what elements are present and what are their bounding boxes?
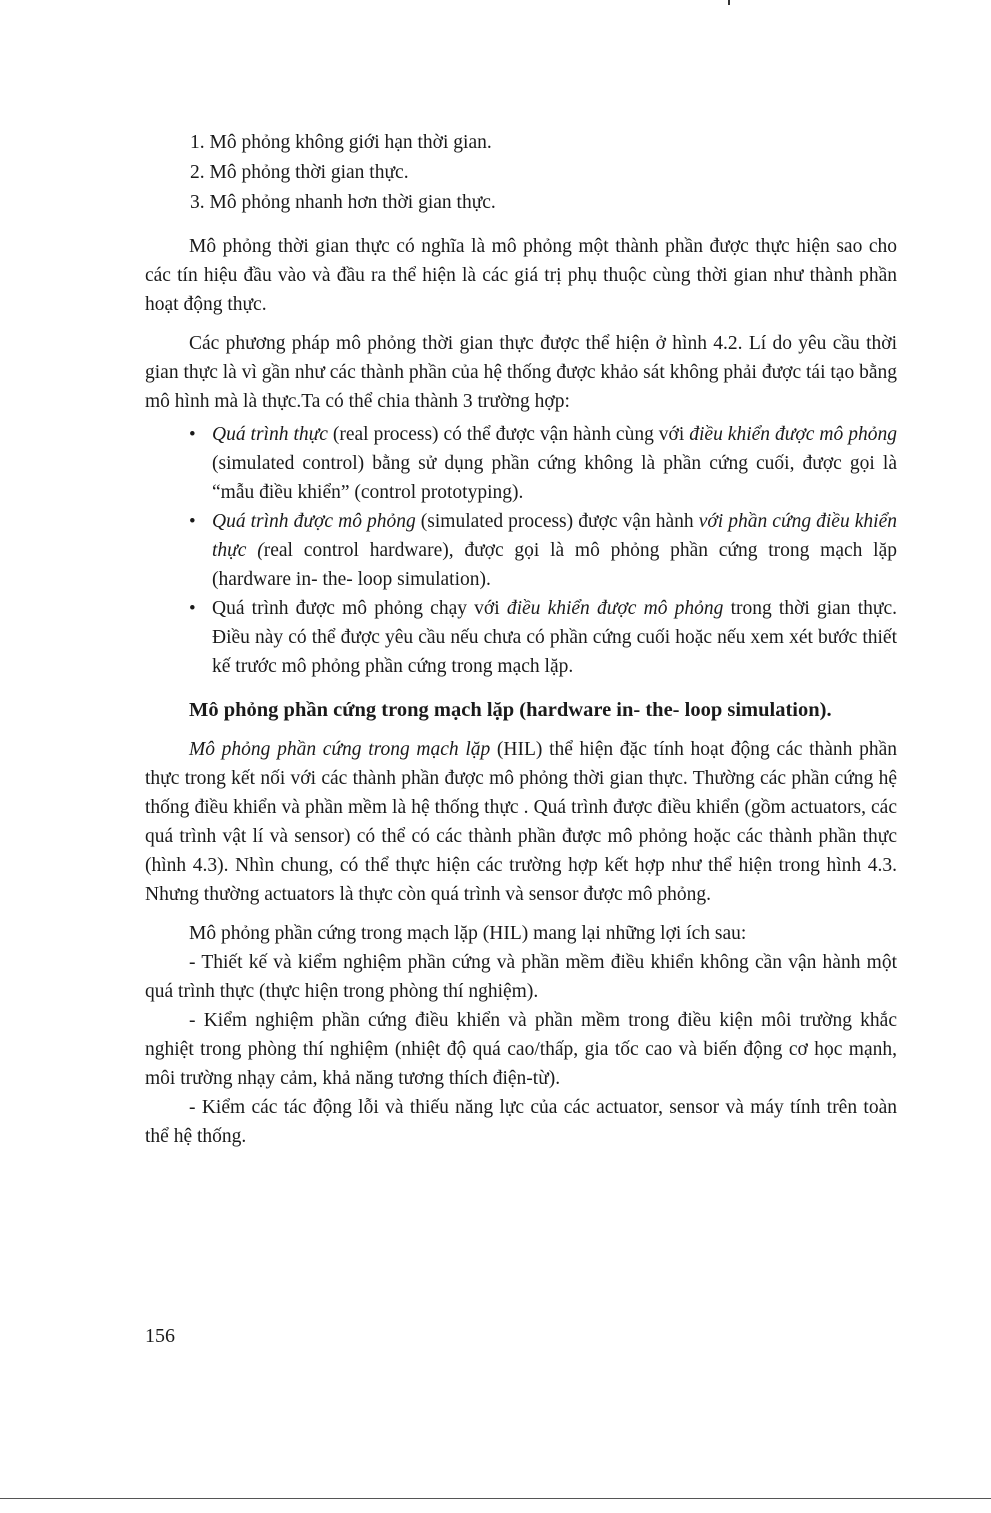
- case-1-term-b: điều khiển được mô phỏng: [689, 424, 897, 445]
- case-3-text-a: Quá trình được mô phỏng chạy với: [212, 598, 507, 619]
- benefit-item-1: - Thiết kế và kiểm nghiệm phần cứng và phần mềm điều khiển không cần vận hành một quá trình thực (thực hiện trong phòng thí nghiệm).: [145, 952, 897, 1002]
- benefit-item-3: - Kiểm các tác động lỗi và thiếu năng lực của các actuator, sensor và máy tính trên toàn thể hệ thống.: [145, 1097, 897, 1147]
- case-1-text-a: (real process) có thể được vận hành cùng với: [327, 424, 690, 445]
- case-2-term-a: Quá trình được mô phỏng: [212, 511, 416, 532]
- paragraph-hil-description: [145, 735, 897, 909]
- bullet-icon: •: [189, 598, 196, 619]
- case-1-term-a: Quá trình thực: [212, 424, 328, 445]
- case-3-text-b: trong thời gian thực. Điều này có thể được yêu cầu nếu chưa có phần cứng cuối hoặc nếu xem xét bước thiết kế trước mô phỏng phần cứng trong mạch lặp.: [212, 598, 898, 677]
- list-item-1: 1. Mô phỏng không giới hạn thời gian.: [190, 132, 492, 153]
- case-3-term: điều khiển được mô phỏng: [506, 598, 724, 619]
- benefit-item-2: - Kiểm nghiệm phần cứng điều khiển và phần mềm trong điều kiện môi trường khắc nghiệt trong phòng thí nghiệm (nhiệt độ quá cao/thấp, gia tốc cao và biến động cơ học mạnh, môi trường nhạy cảm, khả năng tương thích điện-từ).: [145, 1010, 897, 1089]
- hil-term: Mô phỏng phần cứng trong mạch lặp: [189, 739, 491, 760]
- paragraph-realtime-definition: Mô phỏng thời gian thực có nghĩa là mô phỏng một thành phần được thực hiện sao cho các tín hiệu đầu vào và đầu ra thể hiện là các giá trị phụ thuộc cùng thời gian như thành phần hoạt động thực.: [145, 236, 897, 315]
- page-body: [145, 128, 897, 1151]
- bullet-icon: •: [189, 424, 196, 445]
- list-item-3: 3. Mô phỏng nhanh hơn thời gian thực.: [190, 192, 496, 213]
- hil-text: (HIL) thể hiện đặc tính hoạt động các thành phần thực trong kết nối với các thành phần được mô phỏng thời gian thực. Thường các phần cứng hệ thống điều khiển và phần mềm là hệ thống thực . Quá trình được điều khiển (gồm actuators, các quá trình vật lí và sensor) có thể có các thành phần được mô phỏng hoặc các thành phần thực (hình 4.3). Nhìn chung, có thể thực hiện các trường hợp kết hợp như thể hiện trong hình 4.3. Nhưng thường actuators là thực còn quá trình và sensor được mô phỏng.: [145, 739, 897, 905]
- scan-bottom-edge: [0, 1498, 991, 1499]
- page-number: 156: [145, 1325, 175, 1347]
- scan-speck: [728, 0, 730, 5]
- case-2-text-b: real control hardware), được gọi là mô phỏng phần cứng trong mạch lặp (hardware in- the- loop simulation).: [212, 540, 897, 590]
- paragraph-realtime-methods: Các phương pháp mô phỏng thời gian thực được thể hiện ở hình 4.2. Lí do yêu cầu thời gian thực là vì gần như các thành phần của hệ thống được khảo sát không phải được tái tạo bằng mô hình mà là thực.Ta có thể chia thành 3 trường hợp:: [145, 333, 897, 412]
- case-item-2: [145, 507, 897, 594]
- case-item-3: [145, 594, 897, 681]
- cases-list: [145, 420, 897, 681]
- case-1-text-b: (simulated control) bằng sử dụng phần cứng không là phần cứng cuối, được gọi là “mẫu điều khiển” (control prototyping).: [212, 453, 897, 503]
- paragraph-hil-benefits-intro: Mô phỏng phần cứng trong mạch lặp (HIL) mang lại những lợi ích sau:: [189, 923, 747, 944]
- bullet-icon: •: [189, 511, 196, 532]
- case-item-1: [145, 420, 897, 507]
- list-item-2: 2. Mô phỏng thời gian thực.: [190, 162, 409, 183]
- section-heading: Mô phỏng phần cứng trong mạch lặp (hardware in- the- loop simulation).: [189, 699, 832, 721]
- case-2-text-a: (simulated process) được vận hành: [415, 511, 699, 532]
- case-2-term-b: với phần cứng điều khiển thực (: [212, 511, 897, 561]
